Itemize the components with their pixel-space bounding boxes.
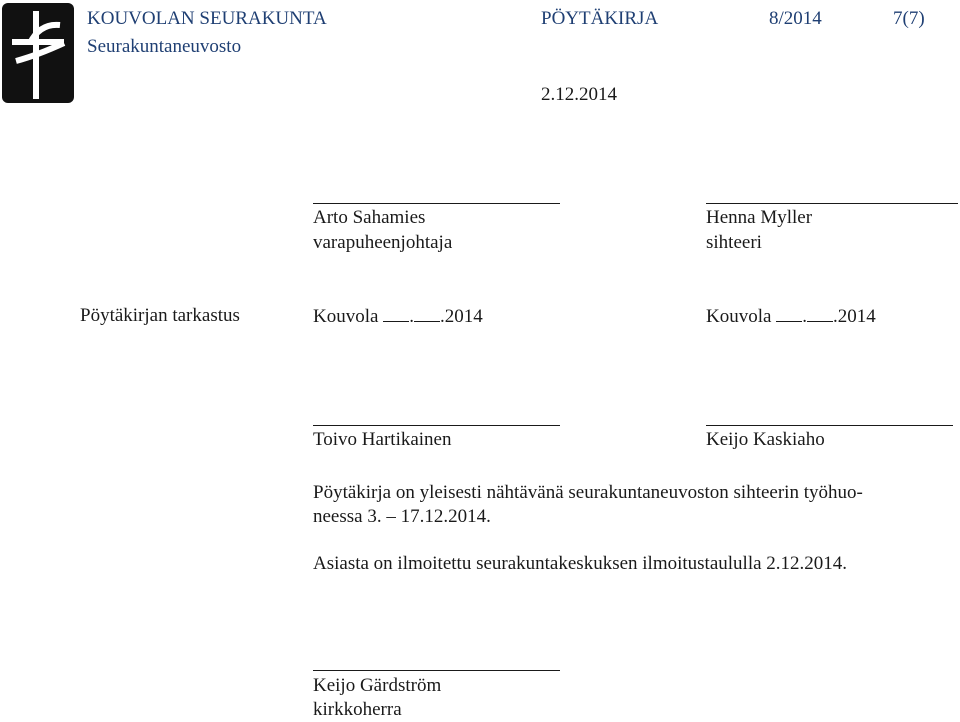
meeting-date: 2.12.2014 [541, 84, 617, 105]
day-blank [776, 304, 802, 322]
inspection-year: .2014 [439, 306, 483, 327]
notice-line-1: Pöytäkirja on yleisesti nähtävänä seurakuntaneuvoston sihteerin työhuo- [313, 482, 863, 503]
inspector-name-1: Toivo Hartikainen [313, 429, 452, 450]
inspection-place: Kouvola [313, 306, 379, 327]
vicar-role: kirkkoherra [313, 699, 402, 720]
announcement-text: Asiasta on ilmoitettu seurakuntakeskuksen ilmoitustaululla 2.12.2014. [313, 553, 848, 574]
church-cross-logo-icon [2, 3, 74, 103]
signature-line-secretary [706, 203, 958, 204]
vicar-name: Keijo Gärdström [313, 675, 442, 696]
inspection-date-field-2: Kouvola . .2014 [706, 306, 876, 327]
document-type: PÖYTÄKIRJA [541, 8, 659, 29]
month-blank [807, 304, 833, 322]
inspector-name-2: Keijo Kaskiaho [706, 429, 825, 450]
notice-line-2: neessa 3. – 17.12.2014. [313, 506, 491, 527]
document-number: 8/2014 [769, 8, 822, 29]
signer-role-chair: varapuheenjohtaja [313, 232, 453, 253]
inspection-year: .2014 [832, 306, 876, 327]
body-name: Seurakuntaneuvosto [87, 36, 242, 57]
page-number: 7(7) [893, 8, 925, 29]
inspection-label: Pöytäkirjan tarkastus [80, 305, 240, 326]
signature-line-inspector-2 [706, 425, 953, 426]
signature-line-chair [313, 203, 560, 204]
signer-name-secretary: Henna Myller [706, 207, 813, 228]
signer-role-secretary: sihteeri [706, 232, 762, 253]
signature-line-inspector-1 [313, 425, 560, 426]
inspection-place: Kouvola [706, 306, 772, 327]
day-blank [383, 304, 409, 322]
organization-name: KOUVOLAN SEURAKUNTA [87, 8, 327, 29]
signer-name-chair: Arto Sahamies [313, 207, 426, 228]
inspection-date-field-1: Kouvola . .2014 [313, 306, 483, 327]
month-blank [414, 304, 440, 322]
signature-line-vicar [313, 670, 560, 671]
